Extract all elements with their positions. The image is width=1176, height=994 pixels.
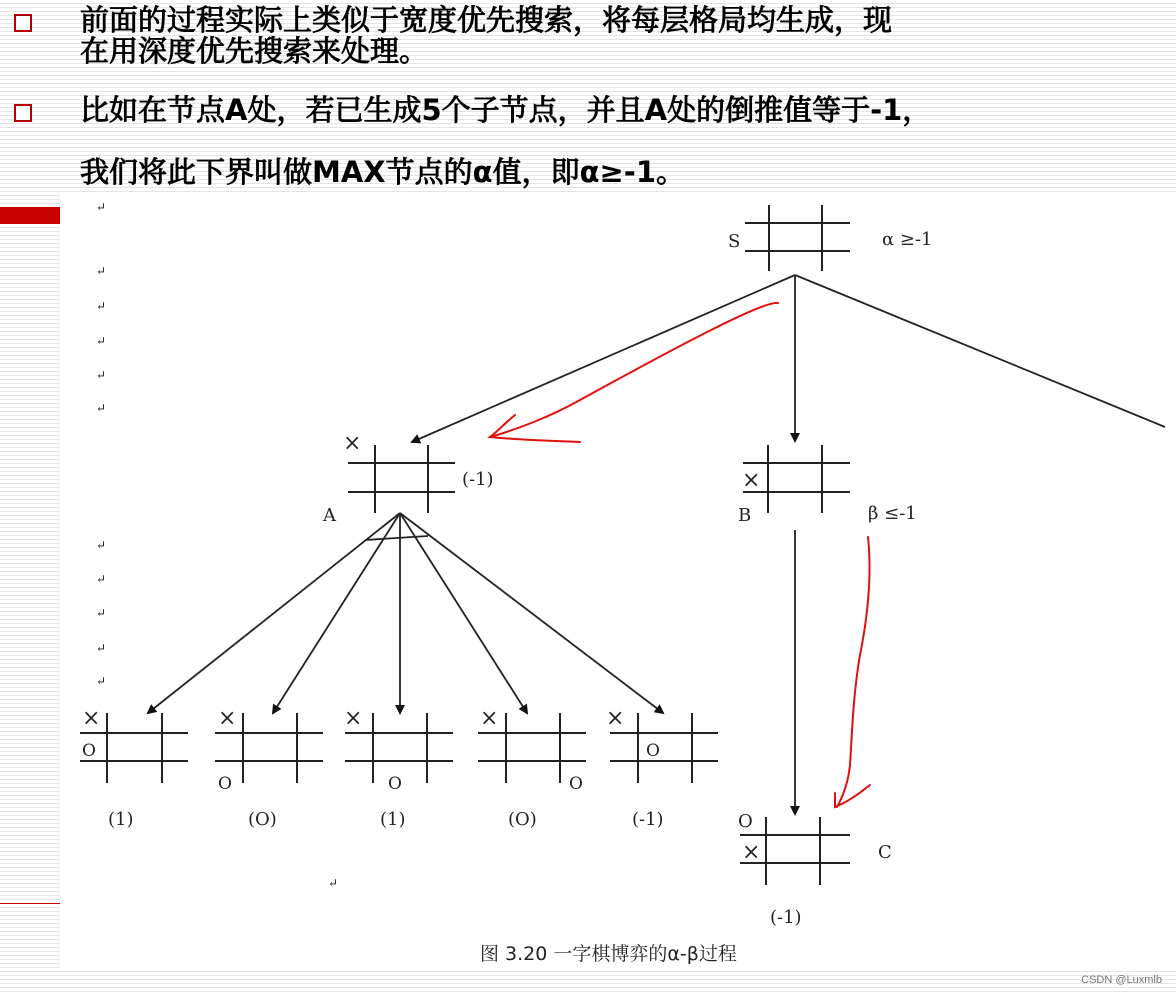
bullet-marker-1 <box>14 14 32 32</box>
node-b-beta: β ≤-1 <box>868 503 917 524</box>
child-5-x-mark: × <box>606 706 625 731</box>
child-3-x-mark: × <box>344 706 363 731</box>
red-arrow-curve <box>490 303 778 437</box>
svg-text:↵: ↵ <box>96 674 107 688</box>
child-4-value: (O) <box>508 809 537 830</box>
red-annotations <box>490 303 870 807</box>
node-c-value: (-1) <box>770 907 802 928</box>
figure-caption: 图 3.20 一字棋博弈的α-β过程 <box>480 943 737 965</box>
node-c-x-mark: × <box>742 840 761 865</box>
child-4-o-mark: O <box>569 774 583 794</box>
child-5-o-mark: O <box>646 741 660 761</box>
svg-text:↵: ↵ <box>96 334 107 348</box>
node-s-alpha: α ≥-1 <box>882 229 933 250</box>
child-1-value: (1) <box>108 809 134 830</box>
svg-text:↵: ↵ <box>96 200 107 214</box>
child-3-value: (1) <box>380 809 406 830</box>
svg-text:↵: ↵ <box>96 572 107 586</box>
red-down-curve <box>837 537 870 807</box>
svg-text:↵: ↵ <box>96 606 107 620</box>
node-c-o-mark: O <box>738 811 753 832</box>
node-b-label: B <box>738 505 752 526</box>
svg-text:↵: ↵ <box>96 264 107 278</box>
svg-text:↵: ↵ <box>96 299 107 313</box>
svg-text:↵: ↵ <box>96 538 107 552</box>
node-c-label: C <box>878 842 892 863</box>
node-s-board <box>745 205 850 271</box>
game-tree-figure <box>60 195 1176 970</box>
child-1-o-mark: O <box>82 741 96 761</box>
bullet-marker-2 <box>14 104 32 122</box>
node-s-label: S <box>728 231 741 252</box>
child-1-x-mark: × <box>82 706 101 731</box>
slide-accent-line <box>0 903 60 904</box>
child-2-o-mark: O <box>218 774 232 794</box>
watermark: CSDN @Luxmlb <box>1081 974 1162 986</box>
game-tree-diagram <box>60 195 1176 970</box>
child-3-o-mark: O <box>388 774 402 794</box>
red-arrow-head <box>490 415 580 442</box>
node-a-board <box>348 445 455 513</box>
bullet-text-1: 前面的过程实际上类似于宽度优先搜索，将每层格局均生成，现 在用深度优先搜索来处理。 <box>80 3 893 68</box>
svg-text:↵: ↵ <box>96 368 107 382</box>
svg-text:↵: ↵ <box>328 876 339 890</box>
svg-text:↵: ↵ <box>96 641 107 655</box>
node-a-label: A <box>323 505 336 526</box>
child-4-x-mark: × <box>480 706 499 731</box>
node-b-mark: × <box>742 468 761 493</box>
child-2-x-mark: × <box>218 706 237 731</box>
child-5-value: (-1) <box>632 809 664 830</box>
slide-accent-bar <box>0 207 60 224</box>
node-a-value: (-1) <box>462 469 494 490</box>
child-2-value: (O) <box>248 809 277 830</box>
node-a-mark: × <box>343 431 362 456</box>
red-down-head <box>835 785 870 807</box>
svg-text:↵: ↵ <box>96 401 107 415</box>
bullet-text-2: 比如在节点A处，若已生成5个子节点，并且A处的倒推值等于-1， 我们将此下界叫做MAX节点的α值，即α≥-1。 <box>80 93 932 189</box>
